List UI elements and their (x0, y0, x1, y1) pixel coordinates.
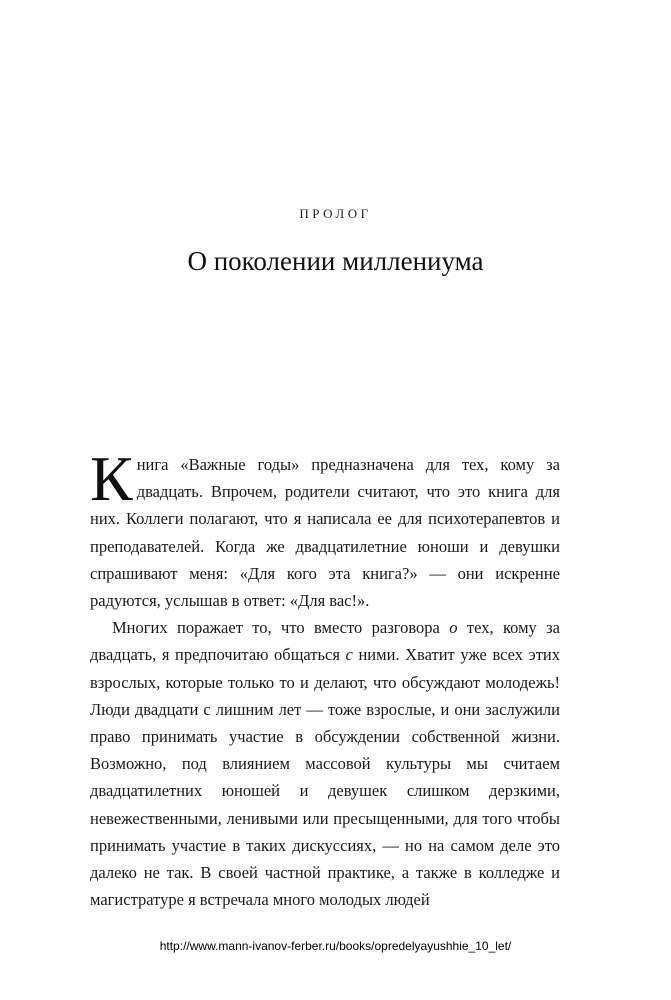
emphasis-s: с (345, 645, 353, 665)
paragraph-2-part-c: ними. Хватит уже всех этих взрослых, которые только то и делают, что обсуждают молодежь! Люди двадцати с лишним лет — тоже взрослые, и они заслужили право принимать участие в обсуждении собственной жизни. Возможно, под влиянием массовой культуры мы считаем двадцатилетних юношей и девушек слишком дерзкими, невежественными, ленивыми или пресыщенными, для того чтобы принимать участие в таких дискуссиях, — но на самом деле это далеко не так. В своей частной практике, а также в колледже и магистратуре я встречала много молодых людей (90, 645, 560, 910)
body-text (90, 443, 561, 913)
paragraph-1-text: нига «Важные годы» предназначена для тех, кому за двадцать. Впрочем, родители считают, что это книга для них. Коллеги полагают, что я написала ее для психотерапевтов и преподавателей. Когда же двадцатилетние юноши и девушки спрашивают меня: «Для кого эта книга?» — они искренне радуются, услышав в ответ: «Для вас!». (90, 455, 560, 611)
drop-cap: К (90, 443, 133, 514)
section-label: ПРОЛОГ (299, 206, 372, 221)
paragraph-1 (90, 443, 560, 614)
source-url[interactable]: http://www.mann-ivanov-ferber.ru/books/opredelyayushhie_10_let/ (159, 939, 512, 953)
paragraph-2-part-a: Многих поражает то, что вместо разговора (112, 618, 450, 638)
paragraph-2 (90, 614, 560, 913)
paragraph-2-part-b: тех, кому за двадцать, я предпочитаю общаться (90, 618, 561, 665)
emphasis-o: о (449, 618, 458, 638)
chapter-title: О поколении миллениума (187, 246, 484, 276)
